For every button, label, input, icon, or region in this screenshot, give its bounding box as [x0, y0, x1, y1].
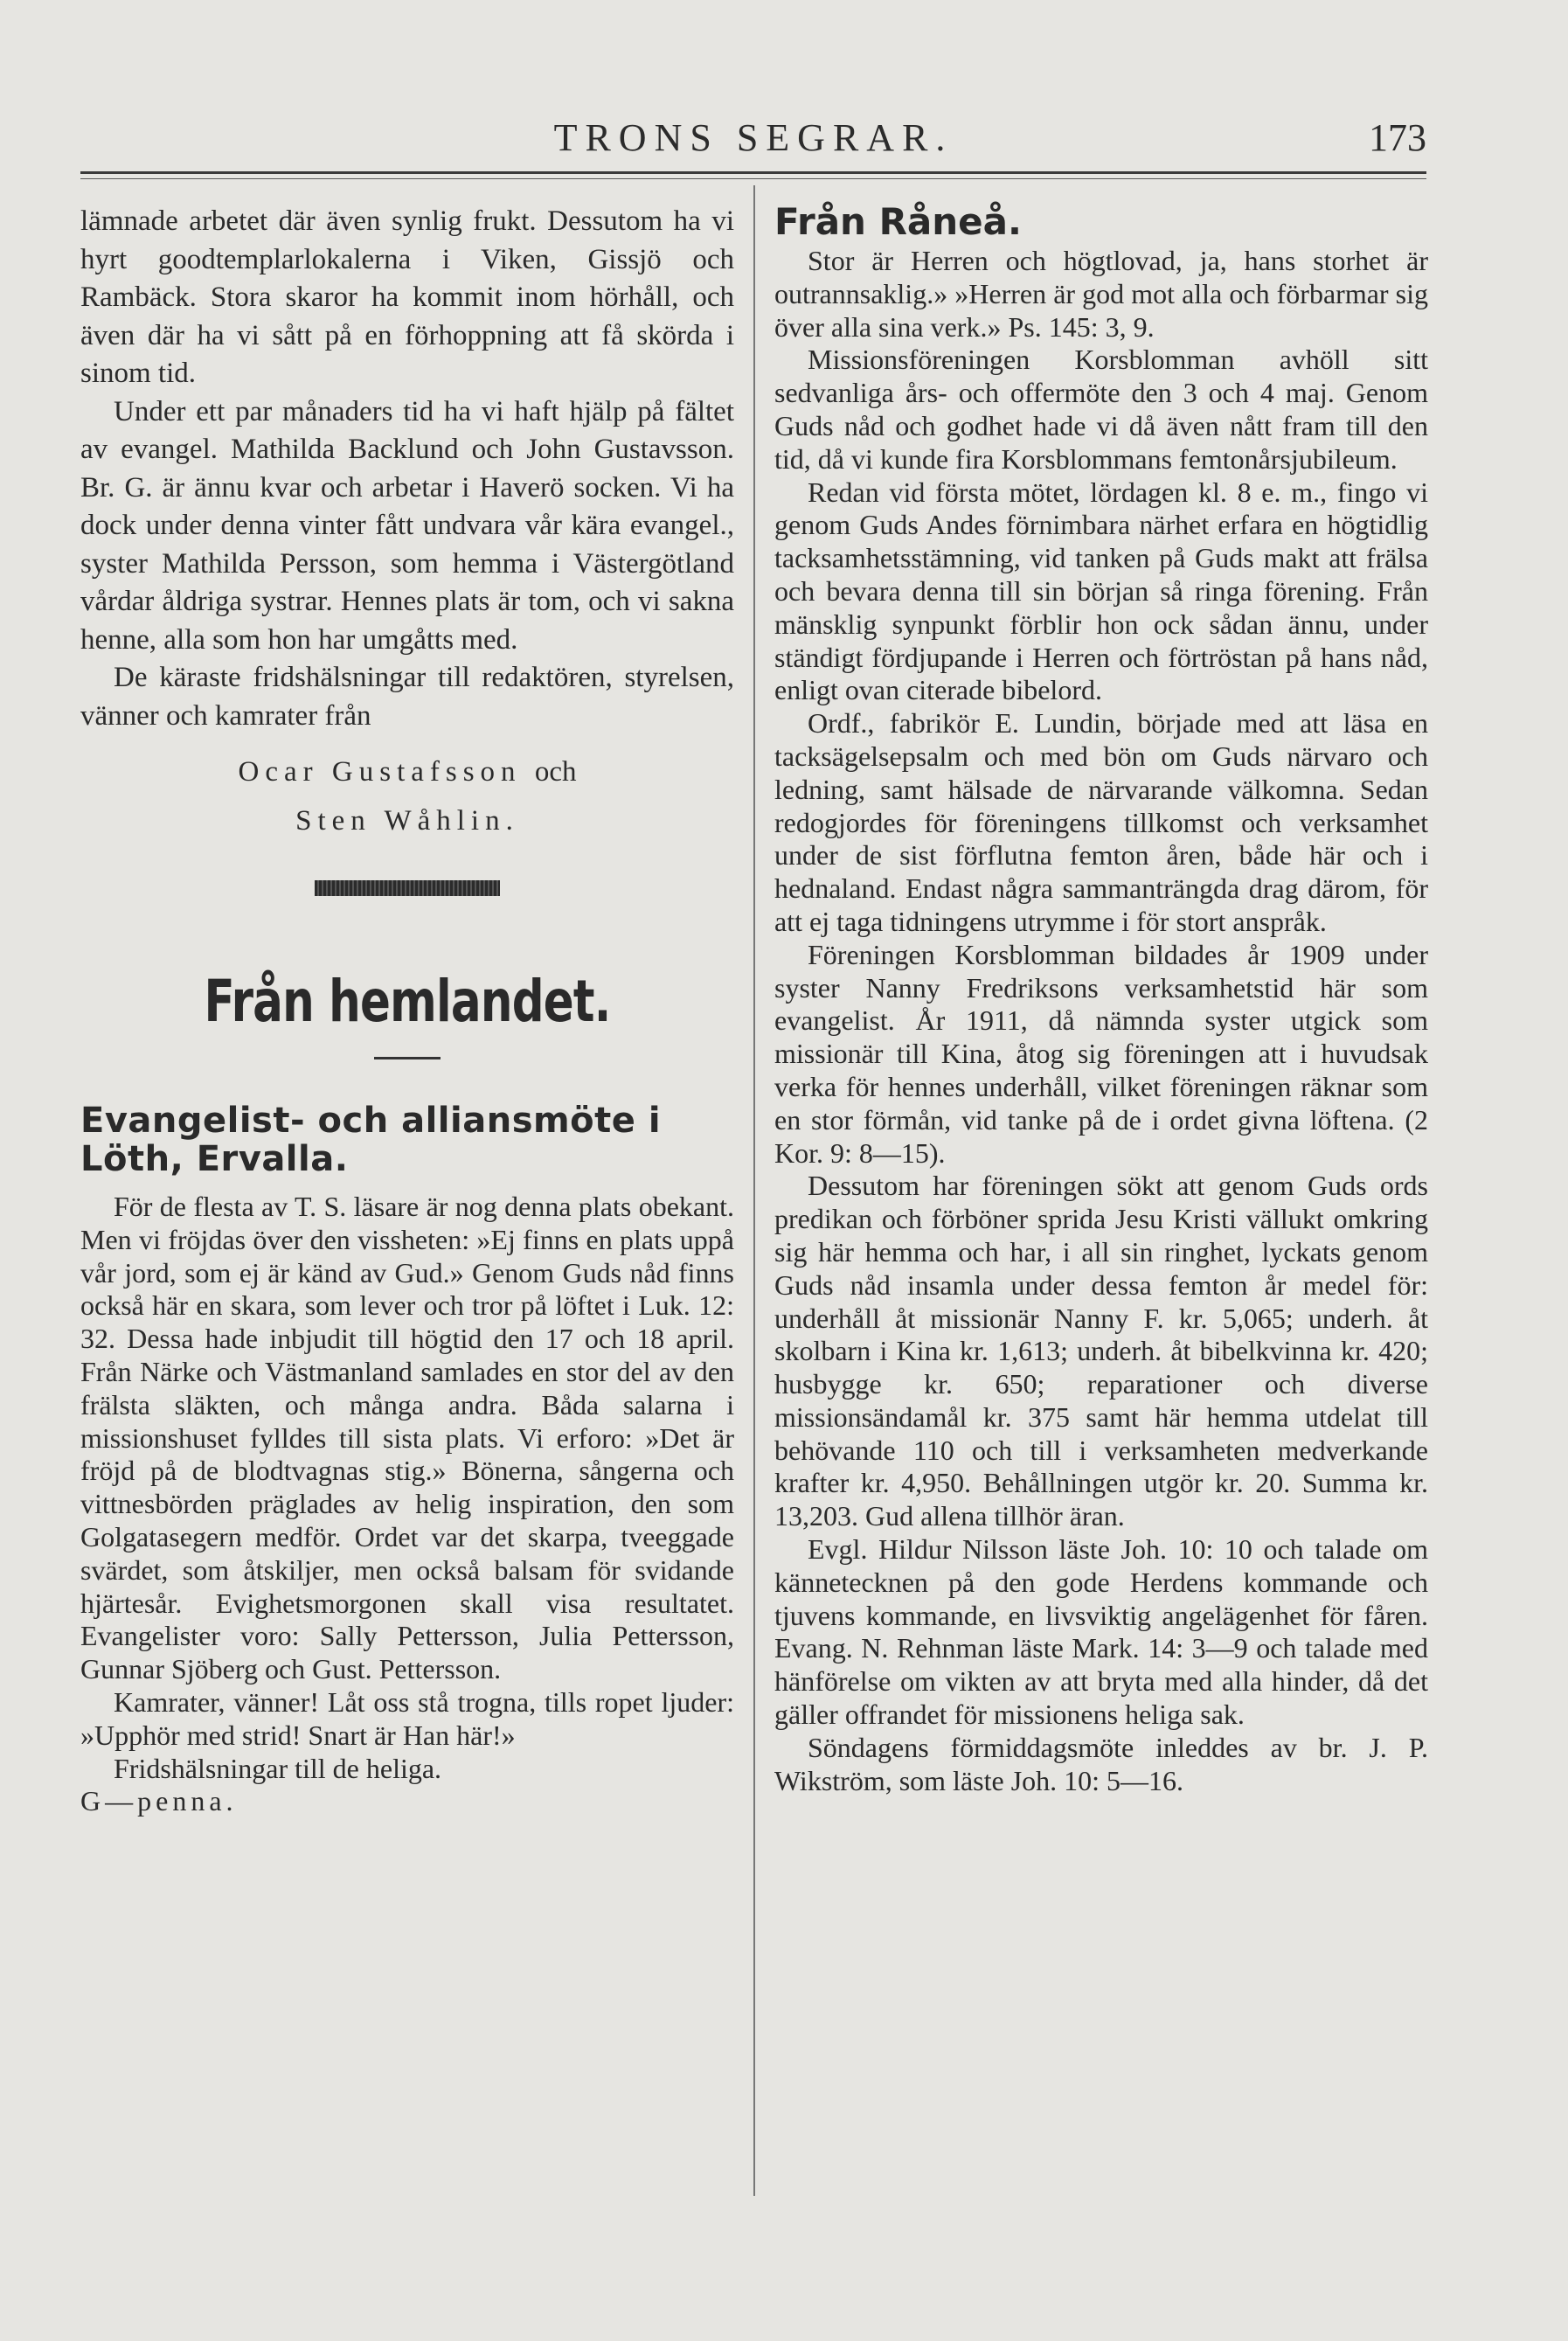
- article-heading: Evangelist- och alliansmöte i Löth, Ervalla.: [80, 1101, 662, 1179]
- signature-name-2: Sten Wåhlin.: [295, 805, 519, 837]
- header-rule-thin: [80, 178, 1426, 179]
- left-column: [80, 203, 734, 1818]
- paragraph: lämnade arbetet där även synlig frukt. Dessutom ha vi hyrt goodtemplarlokalerna i Viken, Gissjö och Rambäck. Stora skaror ha kommit inom hörhåll, och även där ha vi sått på en förhoppning att få skörda i sinom tid.: [80, 205, 734, 389]
- page-number: 173: [1369, 116, 1426, 159]
- letter-signature: [80, 747, 734, 845]
- header-rule: [80, 171, 1426, 174]
- paragraph: Söndagens förmiddagsmöte inleddes av br. J. P. Wikström, som läste Joh. 10: 5—16.: [774, 1731, 1428, 1796]
- paragraph: Missionsföreningen Korsblomman avhöll sitt sedvanliga års- och offermöte den 3 och 4 maj. Genom Guds nåd och godhet hade vi då även nått fram till den tid, då vi kunde fira Korsblommans femtonårsjubileum.: [774, 344, 1428, 475]
- paragraph: Dessutom har föreningen sökt att genom Guds ords predikan och förböner sprida Jesu Kristi vällukt omkring sig här hemma och har, i all sin ringhet, lyckats genom Guds nåd insamla under dessa femton år medel för: underhåll åt missionär Nanny F. kr. 5,065; underh. åt skolbarn i Kina kr. 1,613; underh. åt bibelkvinna kr. 420; husbygge kr. 650; reparationer och diverse missionsändamål kr. 375 samt här hemma utdelat till behövande 110 och till i verksamheten medverkande krafter kr. 4,950. Behållningen utgör kr. 20. Summa kr. 13,203. Gud allena tillhör äran.: [774, 1170, 1428, 1532]
- paragraph: Redan vid första mötet, lördagen kl. 8 e. m., fingo vi genom Guds Andes förnimbara närhet erfara en högtidlig tacksamhetsstämning, vid tanken på Guds makt att frälsa och bevara denna till sin början så ringa förening. Från mänsklig synpunkt förblir hon ock sådan ännu, under ständigt fördjupande i Herren och förtröstan på hans nåd, enligt ovan citerade bibelord.: [774, 476, 1428, 706]
- paragraph: Evgl. Hildur Nilsson läste Joh. 10: 10 och talade om kännetecknen på den gode Herdens kommande och tjuvens kommande, en livsviktig angelägenhet för fåren. Evang. N. Rehnman läste Mark. 14: 3—9 och talade med hänförelse om vikten av att bryta med alla hinder, då det gäller offrandet för missionens heliga sak.: [774, 1533, 1428, 1731]
- ornamental-rule: [315, 880, 500, 896]
- paragraph: För de flesta av T. S. läsare är nog denna plats obekant. Men vi fröjdas över den vissheten: »Ej finns en plats uppå vår jord, som ej är känd av Gud.» Genom Guds nåd finns också här en skara, som lever och tror på löftet i Luk. 12: 32. Dessa hade inbjudit till högtid den 17 och 18 april. Från Närke och Västmanland samlades en stor del av den frälsta släkten, och många andra. Båda salarna i missionshuset fylldes till sista plats. Vi erforo: »Det är fröjd på de blodtvagnas stig.» Bönerna, sångerna och vittnesbörden präglades av helig inspiration, den som Golgatasegern medför. Ordet var det skarpa, tveeggade svärdet, som åtskiljer, men också balsam för svidande hjärtesår. Evighetsmorgonen skall visa resultatet. Evangelister voro: Sally Pettersson, Julia Pettersson, Gunnar Sjöberg och Gust. Pettersson.: [80, 1191, 734, 1685]
- paragraph: Under ett par månaders tid ha vi haft hjälp på fältet av evangel. Mathilda Backlund och John Gustavsson. Br. G. är ännu kvar och arbetar i Haverö socken. Vi ha dock under denna vinter fått undvara vår kära evangel., syster Mathilda Persson, som hemma i Västergötland vårdar åldriga systrar. Hennes plats är tom, och vi sakna henne, alla som hon har umgåtts med.: [80, 395, 734, 656]
- signature-and: och: [534, 756, 577, 788]
- article-signature: G—penna.: [80, 1785, 238, 1817]
- article-heading: Från Råneå.: [774, 200, 1022, 243]
- page-header: [80, 112, 1426, 166]
- signature-name-1: Ocar Gustafsson: [238, 756, 522, 788]
- section-rule: [374, 1057, 441, 1059]
- column-divider: [753, 185, 755, 2196]
- paragraph: De käraste fridshälsningar till redaktören, styrelsen, vänner och kamrater från: [80, 662, 734, 732]
- paragraph: Stor är Herren och högtlovad, ja, hans storhet är outrannsaklig.» »Herren är god mot alla och förbarmar sig över alla sina verk.» Ps. 145: 3, 9.: [774, 245, 1428, 343]
- paragraph: Fridshälsningar till de heliga.: [114, 1752, 442, 1784]
- signature-line-1: [80, 747, 734, 796]
- running-title: TRONS SEGRAR.: [553, 116, 954, 159]
- paragraph: Ordf., fabrikör E. Lundin, började med att läsa en tacksägelsepsalm och med bön om Guds närvaro och ledning, samt hälsade de närvarande välkomna. Sedan redogjordes för föreningens tillkomst och verksamhet under de sist förflutna femton åren, både här och i hednaland. Endast några sammanträngda drag därom, för att ej taga tidningens utrymme i för stort anspråk.: [774, 707, 1428, 937]
- paragraph: Föreningen Korsblomman bildades år 1909 under syster Nanny Fredriksons verksamhetstid här som evangelist. År 1911, då nämnda syster utgick som missionär till Kina, åtog sig föreningen att i huvudsak verka för hennes underhåll, vilket föreningen räknar som en stor förmån, vid tanke på de i ordet givna löftena. (2 Kor. 9: 8—15).: [774, 938, 1428, 1169]
- letter-continuation: [80, 203, 734, 735]
- section-title: Från hemlandet.: [204, 968, 611, 1035]
- right-column: [774, 200, 1428, 1797]
- paragraph: Kamrater, vänner! Låt oss stå trogna, tills ropet ljuder: »Upphör med strid! Snart är Han här!»: [80, 1685, 734, 1751]
